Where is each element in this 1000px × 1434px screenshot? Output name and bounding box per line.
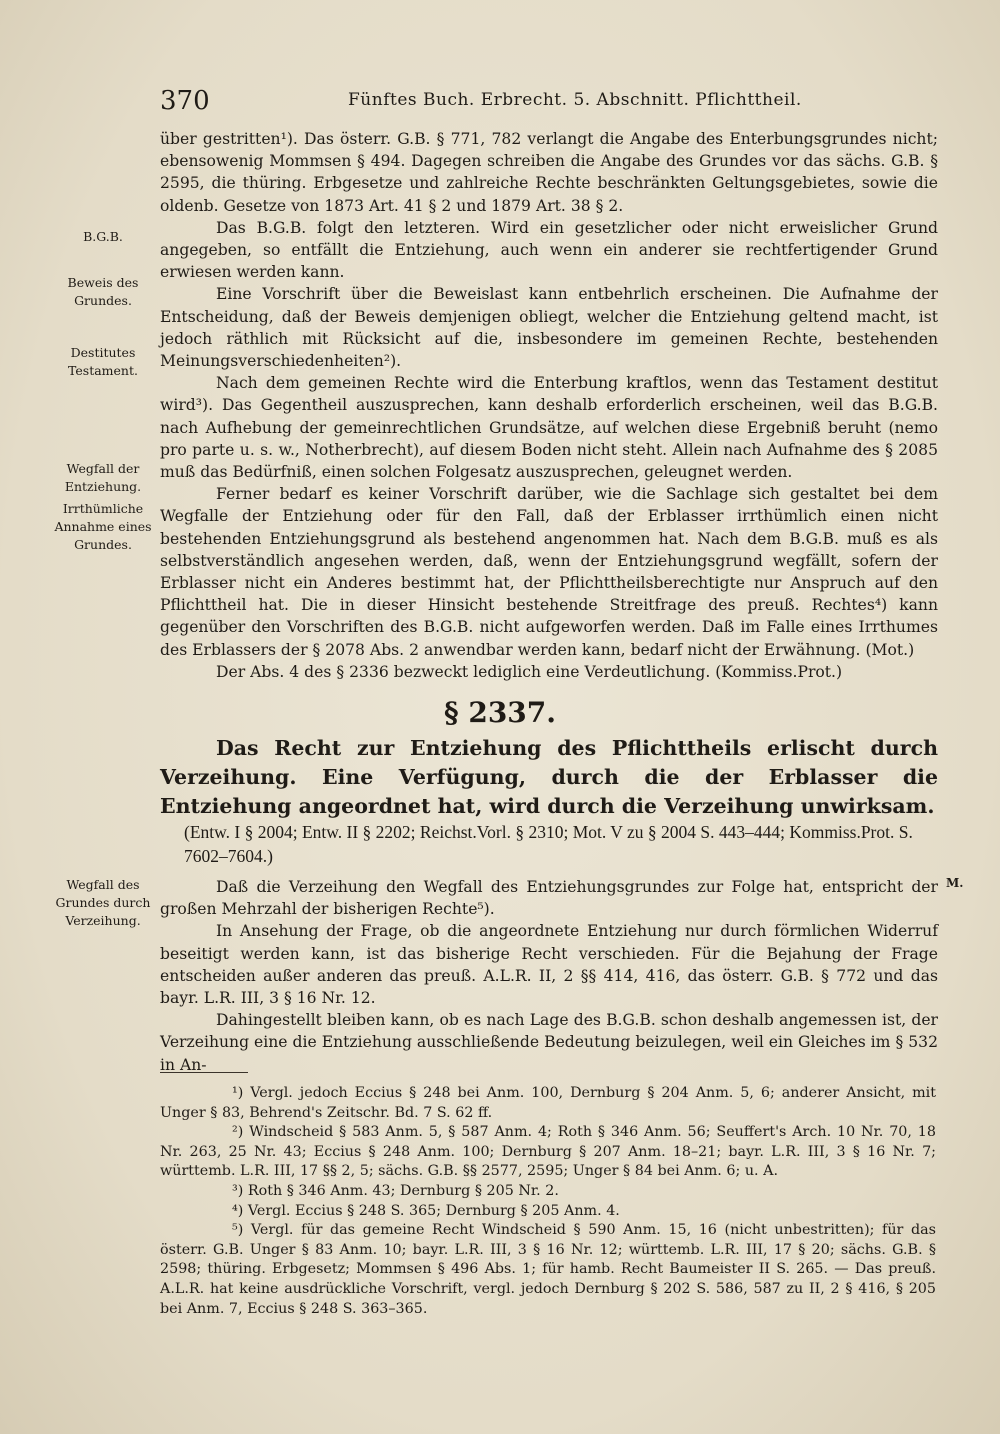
paragraph: über gestritten¹). Das österr. G.B. § 771, 782 verlangt die Angabe des Enterbungsgrundes nicht; ebensowenig Mommsen § 494. Dagegen schreiben die Angabe des Grundes vor das sächs. G.B. § 2595, die thüring. Erbgesetze und zahlreiche Rechte beschränkten Geltungsgebietes, sowie die oldenb. Gesetze von 1873 Art. 41 § 2 und 1879 Art. 38 § 2. [160,130,938,215]
margin-note-bgb: B.G.B. [83,229,123,244]
running-head: Fünftes Buch. Erbrecht. 5. Abschnitt. Pflichttheil. [348,90,802,110]
marker-m: M. [946,876,964,890]
margin-note-wegfall-verzeihung: Wegfall des Grundes durch Verzeihung. [55,877,151,928]
paragraph: Eine Vorschrift über die Beweislast kann entbehrlich erscheinen. Die Aufnahme der Entscheidung, daß der Beweis demjenigen obliegt, welcher die Entziehung geltend macht, ist jedoch räthlich mit Rücksicht auf die, insbesondere im gemeinen Rechte, bestehenden Meinungsverschiedenheiten²). [160,285,938,371]
body-upper [160,128,938,683]
margin-note-beweis: Beweis des Grundes. [67,275,139,308]
paragraph: Nach dem gemeinen Rechte wird die Enterbung kraftlos, wenn das Testament destitut wird³). Das Gegentheil auszusprechen, kann deshalb erforderlich erscheinen, weil das B.G.B. nach Aufhebung der gemeinrechtlichen Grundsätze, auf welchen diese Ergebniß beruht (nemo pro parte u. s. w., Notherbrecht), auf diesem Boden nicht steht. Allein nach Aufnahme des § 2085 muß das Bedürfniß, einen solchen Folgesatz auszusprechen, geleugnet werden. [160,374,938,482]
paragraph: Ferner bedarf es keiner Vorschrift darüber, wie die Sachlage sich gestaltet bei dem Wegfalle der Entziehung oder für den Fall, daß der Erblasser irrthümlich einen nicht bestehenden Entziehungsgrund als bestehend angenommen hat. Nach dem B.G.B. muß es als selbstverständlich angesehen werden, daß, wenn der Entziehungsgrund wegfällt, sofern der Erblasser nicht ein Anderes bestimmt hat, der Pflichttheilsberechtigte nur Anspruch auf den Pflichttheil hat. Die in dieser Hinsicht bestehende Streitfrage des preuß. Rechtes⁴) kann gegenüber den Vorschriften des B.G.B. nicht aufgeworfen werden. Daß im Falle eines Irrthumes des Erblassers der § 2078 Abs. 2 anwendbar werden kann, bedarf nicht der Erwähnung. (Mot.) [160,485,938,659]
footnote: ¹) Vergl. jedoch Eccius § 248 bei Anm. 100, Dernburg § 204 Anm. 5, 6; anderer Ansicht, mit Unger § 83, Behrend's Zeitschr. Bd. 7 S. 62 ff. [160,1085,936,1121]
page-number: 370 [160,86,210,116]
margin-note-wegfall: Wegfall der Entziehung. [64,461,142,494]
statute-text: Das Recht zur Entziehung des Pflichttheils erlischt durch Verzeihung. Eine Verfügung, durch die der Erblasser die Entziehung angeordnet hat, wird durch die Verzeihung unwirksam. [160,736,938,818]
paragraph: Dahingestellt bleiben kann, ob es nach Lage des B.G.B. schon deshalb angemessen ist, der Verzeihung eine die Entziehung ausschließende Bedeutung beizulegen, weil ein Gleiches im § 532 in An- [160,1011,938,1074]
page-header [160,86,940,120]
footnote: ⁴) Vergl. Eccius § 248 S. 365; Dernburg § 205 Anm. 4. [232,1202,620,1219]
margin-note-destitutes: Destitutes Testament. [68,345,138,378]
footnote: ³) Roth § 346 Anm. 43; Dernburg § 205 Nr. 2. [232,1182,559,1199]
paragraph: Das B.G.B. folgt den letzteren. Wird ein gesetzlicher oder nicht erweislicher Grund angegeben, so entfällt die Entziehung, auch wenn ein anderer sie rechtfertigender Grund erwiesen werden kann. [160,218,938,282]
footnote: ²) Windscheid § 583 Anm. 5, § 587 Anm. 4; Roth § 346 Anm. 56; Seuffert's Arch. 10 Nr. 70, 18 Nr. 263, 25 Nr. 43; Eccius § 248 Anm. 100; Dernburg § 207 Anm. 18–21; bayr. L.R. III, 3 § 16 Nr. 7; württemb. L.R. III, 17 §§ 2, 5; sächs. G.B. §§ 2577, 2595; Unger § 84 bei Anm. 6; u. A. [160,1124,936,1180]
body-lower [160,876,938,1076]
footnote: ⁵) Vergl. für das gemeine Recht Windscheid § 590 Anm. 15, 16 (nicht unbestritten); für das österr. G.B. Unger § 83 Anm. 10; bayr. L.R. III, 3 § 16 Nr. 12; württemb. L.R. III, 17 § 20; sächs. G.B. § 2598; thüring. Erbgesetz; Mommsen § 496 Abs. 1; für hamb. Recht Baumeister II S. 265. — Das preuß. A.L.R. hat keine ausdrückliche Vorschrift, vergl. jedoch Dernburg § 202 S. 586, 587 zu II, 2 § 416, § 205 bei Anm. 7, Eccius § 248 S. 363–365. [160,1222,936,1317]
footnote-rule [160,1072,248,1073]
legislative-references: (Entw. I § 2004; Entw. II § 2202; Reichst.Vorl. § 2310; Mot. V zu § 2004 S. 443–444; Kommiss.Prot. S. 7602–7604.) [184,822,913,866]
footnotes [160,1084,936,1319]
paragraph: In Ansehung der Frage, ob die angeordnete Entziehung nur durch förmlichen Widerruf beseitigt werden kann, ist das bisherige Recht verschieden. Für die Bejahung der Frage entscheiden außer anderen das preuß. A.L.R. II, 2 §§ 414, 416, das österr. G.B. § 772 und das bayr. L.R. III, 3 § 16 Nr. 12. [160,922,938,1008]
section-heading: § 2337. [443,696,557,729]
margin-note-irrthuemliche: Irrthümliche Annahme eines Grundes. [54,501,152,552]
paragraph: Daß die Verzeihung den Wegfall des Entziehungsgrundes zur Folge hat, entspricht der großen Mehrzahl der bisherigen Rechte⁵). [160,878,938,919]
paragraph: Der Abs. 4 des § 2336 bezweckt lediglich eine Verdeutlichung. (Kommiss.Prot.) [216,662,843,681]
